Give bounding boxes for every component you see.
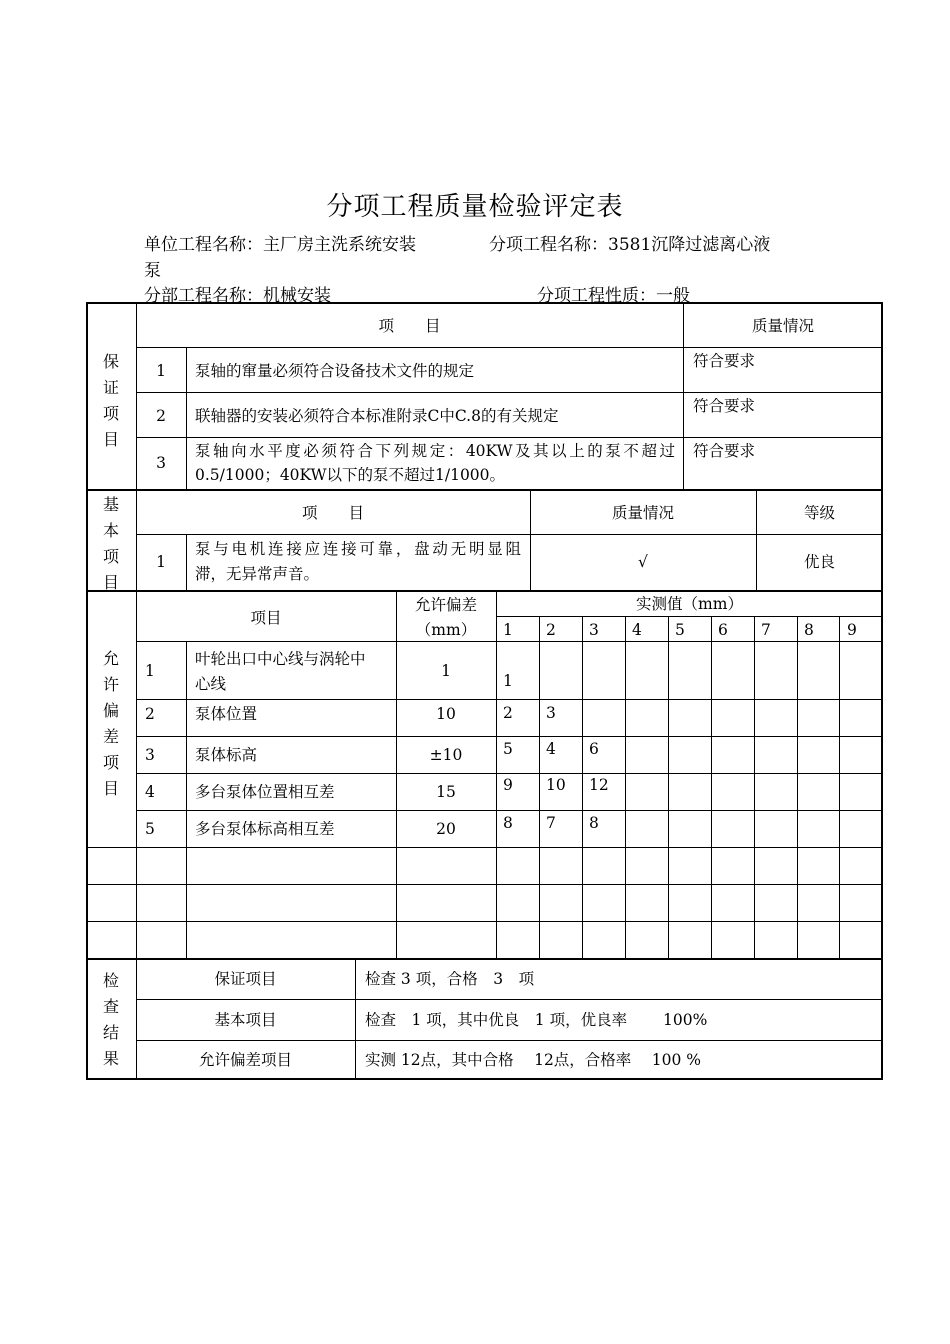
measured-value: 6 (589, 740, 599, 758)
guarantee-row-quality: 符合要求 (693, 352, 756, 370)
guarantee-row-text: 泵轴的窜量必须符合设备技术文件的规定 (195, 362, 475, 380)
basic-row-text: 泵与电机连接应连接可靠，盘动无明显阻 (195, 540, 521, 558)
tolerance-col-item: 项目 (250, 609, 282, 627)
measured-value: 9 (503, 776, 513, 794)
guarantee-row-text: 联轴器的安装必须符合本标准附录C中C.8的有关规定 (195, 407, 559, 425)
measure-col-num: 3 (589, 621, 599, 639)
tolerance-col-measured: 实测值（mm） (636, 595, 743, 613)
measured-value: 10 (546, 776, 566, 794)
tolerance-row-text: 叶轮出口中心线与涡轮中 (195, 650, 366, 668)
basic-row-grade: 优良 (803, 553, 835, 571)
measured-value: 12 (589, 776, 609, 794)
measured-value: 3 (546, 704, 556, 722)
basic-col-quality: 质量情况 (611, 504, 674, 522)
measure-col-num: 2 (546, 621, 556, 639)
basic-row-no: 1 (156, 553, 166, 571)
guarantee-side-label: 保证项目 (102, 352, 119, 449)
tolerance-col-allow: 允许偏差 (414, 596, 477, 614)
measure-col-num: 9 (847, 621, 857, 639)
basic-row-quality: √ (638, 553, 648, 571)
divider (86, 489, 883, 491)
result-side-label: 检查结果 (102, 971, 119, 1068)
measure-col-num: 8 (804, 621, 814, 639)
measured-value: 8 (503, 814, 513, 832)
tolerance-row-allow: 15 (436, 783, 456, 801)
measure-col-num: 7 (761, 621, 771, 639)
tolerance-row-text: 多台泵体标高相互差 (195, 820, 335, 838)
result-value: 检查 1 项，其中优良 1 项，优良率 100% (365, 1011, 708, 1029)
result-label: 允许偏差项目 (198, 1051, 292, 1069)
basic-col-item: 项 目 (301, 504, 364, 522)
guarantee-row-no: 2 (156, 407, 166, 425)
guarantee-row-no: 1 (156, 362, 166, 380)
tolerance-row-no: 3 (145, 746, 155, 764)
tolerance-row-allow: ±10 (429, 746, 463, 764)
measured-value: 1 (503, 672, 513, 690)
basic-row-text-cont: 滞，无异常声音。 (195, 565, 320, 583)
guarantee-col-quality: 质量情况 (751, 317, 814, 335)
result-value: 检查 3 项，合格 3 项 (365, 970, 535, 988)
tolerance-row-no: 4 (145, 783, 155, 801)
guarantee-col-item: 项 目 (378, 317, 441, 335)
tolerance-row-allow: 10 (436, 705, 456, 723)
measured-value: 5 (503, 740, 513, 758)
tolerance-row-text: 泵体标高 (195, 746, 258, 764)
sub-item-project-name-cont: 泵 (144, 261, 161, 281)
tolerance-row-text: 多台泵体位置相互差 (195, 783, 335, 801)
tolerance-row-allow: 1 (441, 662, 451, 680)
tolerance-row-no: 5 (145, 820, 155, 838)
measured-value: 4 (546, 740, 556, 758)
guarantee-row-no: 3 (156, 454, 166, 472)
unit-project-name: 单位工程名称：主厂房主洗系统安装 (144, 235, 416, 255)
item-nature: 分项工程性质：一般 (537, 286, 690, 306)
tolerance-row-text: 泵体位置 (195, 705, 258, 723)
basic-col-grade: 等级 (803, 504, 835, 522)
tolerance-side-label: 允许偏差项目 (102, 649, 119, 798)
measured-value: 7 (546, 814, 556, 832)
tolerance-row-text-cont: 心线 (195, 675, 227, 693)
division-project-name: 分部工程名称：机械安装 (144, 286, 331, 306)
measure-col-num: 6 (718, 621, 728, 639)
page-title: 分项工程质量检验评定表 (326, 192, 624, 222)
tolerance-row-no: 1 (145, 662, 155, 680)
divider (86, 958, 883, 960)
basic-side-label: 基本项目 (102, 495, 119, 592)
measure-col-num: 4 (632, 621, 642, 639)
measured-value: 2 (503, 704, 513, 722)
guarantee-row-quality: 符合要求 (693, 442, 756, 460)
tolerance-row-allow: 20 (436, 820, 456, 838)
guarantee-row-text: 泵轴向水平度必须符合下列规定：40KW及其以上的泵不超过 (195, 442, 675, 460)
measure-col-num: 5 (675, 621, 685, 639)
tolerance-row-no: 2 (145, 705, 155, 723)
measured-value: 8 (589, 814, 599, 832)
sub-item-project-name: 分项工程名称：3581沉降过滤离心液 (489, 235, 771, 255)
measure-col-num: 1 (503, 621, 513, 639)
result-label: 保证项目 (214, 970, 277, 988)
guarantee-row-quality: 符合要求 (693, 397, 756, 415)
result-label: 基本项目 (214, 1011, 277, 1029)
tolerance-col-allow-unit: （mm） (415, 621, 477, 639)
guarantee-row-text-cont: 0.5/1000；40KW以下的泵不超过1/1000。 (195, 466, 506, 484)
result-value: 实测 12点，其中合格 12点，合格率 100 % (365, 1051, 701, 1069)
